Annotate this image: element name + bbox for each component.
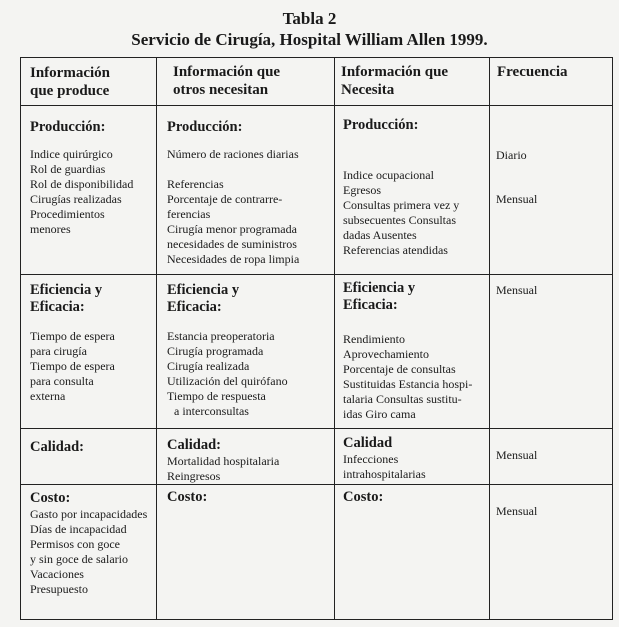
list-item: Tiempo de espera <box>30 329 115 343</box>
produccion-col1 <box>30 119 133 237</box>
list-item: Referencias atendidas <box>343 243 448 257</box>
list-item: Rendimiento <box>343 332 405 346</box>
produccion-freq-mensual: Mensual <box>496 192 538 206</box>
calidad-freq: Mensual <box>496 448 538 462</box>
list-item: Referencias <box>167 177 224 191</box>
section-label: Eficacia: <box>343 297 398 313</box>
list-item: Egresos <box>343 183 381 197</box>
section-label: Eficiencia y <box>343 280 416 296</box>
header-line: otros necesitan <box>173 82 269 98</box>
eficiencia-freq: Mensual <box>496 283 538 297</box>
list-item: Rol de disponibilidad <box>30 177 134 191</box>
list-item: subsecuentes Consultas <box>343 213 456 227</box>
table-title: Tabla 2 <box>282 9 337 28</box>
header-col1 <box>30 64 110 100</box>
list-item: Aprovechamiento <box>343 347 429 361</box>
section-label: Eficacia: <box>167 299 222 315</box>
list-item: Días de incapacidad <box>30 522 127 536</box>
row-divider <box>21 484 612 485</box>
costo-col2-label: Costo: <box>167 489 208 505</box>
list-item: Porcentaje de contrarre- <box>167 192 283 206</box>
list-item: Cirugías realizadas <box>30 192 122 206</box>
list-item: Cirugía programada <box>167 344 264 358</box>
section-label: Calidad <box>343 435 393 451</box>
eficiencia-col3 <box>343 280 472 422</box>
produccion-col2 <box>167 119 299 267</box>
list-item: Estancia preoperatoria <box>167 329 275 343</box>
header-line: Información que <box>173 64 281 80</box>
list-item: Cirugía realizada <box>167 359 250 373</box>
list-item: Tiempo de espera <box>30 359 115 373</box>
list-item: Infecciones <box>343 452 399 466</box>
header-line: Necesita <box>341 82 395 98</box>
list-item: idas Giro cama <box>343 407 416 421</box>
list-item: Porcentaje de consultas <box>343 362 456 376</box>
calidad-col2 <box>167 437 279 484</box>
costo-col1 <box>30 490 147 597</box>
list-item: Utilización del quirófano <box>167 374 288 388</box>
section-label: Producción: <box>343 117 419 133</box>
section-label: Eficacia: <box>30 299 85 315</box>
list-item: Presupuesto <box>30 582 88 596</box>
list-item: Mortalidad hospitalaria <box>167 454 280 468</box>
list-item: Consultas primera vez y <box>343 198 460 212</box>
header-line: Información que <box>341 64 449 80</box>
produccion-col3 <box>343 117 459 258</box>
costo-freq: Mensual <box>496 504 538 518</box>
section-label: Eficiencia y <box>167 282 240 298</box>
list-item: Indice ocupacional <box>343 168 434 182</box>
list-item: Necesidades de ropa limpia <box>167 252 300 266</box>
calidad-col1-label: Calidad: <box>30 439 84 455</box>
row-divider <box>21 428 612 429</box>
section-label: Eficiencia y <box>30 282 103 298</box>
section-label: Producción: <box>167 119 243 135</box>
list-item: Procedimientos <box>30 207 105 221</box>
list-item: Gasto por incapacidades <box>30 507 148 521</box>
costo-col3-label: Costo: <box>343 489 384 505</box>
list-item: Cirugía menor programada <box>167 222 297 236</box>
list-item: Vacaciones <box>30 567 84 581</box>
list-item: Tiempo de respuesta <box>167 389 266 403</box>
calidad-col3 <box>343 435 426 482</box>
list-item: para cirugía <box>30 344 87 358</box>
list-item: para consulta <box>30 374 94 388</box>
list-item: externa <box>30 389 66 403</box>
row-divider <box>21 105 612 106</box>
section-label: Calidad: <box>167 437 221 453</box>
produccion-freq-diario: Diario <box>496 148 527 162</box>
row-divider <box>21 274 612 275</box>
eficiencia-col2 <box>167 282 288 419</box>
header-col3 <box>341 63 448 99</box>
list-item: a interconsultas <box>174 404 249 418</box>
list-item: dadas Ausentes <box>343 228 417 242</box>
list-item: Permisos con goce <box>30 537 120 551</box>
list-item: Reingresos <box>167 469 221 483</box>
section-label: Producción: <box>30 119 106 135</box>
header-line: Información <box>30 65 110 81</box>
section-label: Costo: <box>30 490 71 506</box>
list-item: Rol de guardias <box>30 162 106 176</box>
list-item: Sustituidas Estancia hospi- <box>343 377 473 391</box>
header-line: Frecuencia <box>497 64 568 80</box>
column-divider <box>489 58 490 619</box>
header-col2 <box>173 63 280 99</box>
list-item: Indice quirúrgico <box>30 147 113 161</box>
list-item: necesidades de suministros <box>167 237 297 251</box>
list-item: y sin goce de salario <box>30 552 128 566</box>
column-divider <box>334 58 335 619</box>
list-item: intrahospitalarias <box>343 467 426 481</box>
column-divider <box>156 58 157 619</box>
list-item: Número de raciones diarias <box>167 147 299 161</box>
list-item: ferencias <box>167 207 211 221</box>
list-item: talaria Consultas sustitu- <box>343 392 462 406</box>
header-line: que produce <box>30 83 110 99</box>
eficiencia-col1 <box>30 282 115 404</box>
data-table <box>20 57 613 620</box>
list-item: menores <box>30 222 71 236</box>
table-subtitle: Servicio de Cirugía, Hospital William Allen 1999. <box>131 30 488 49</box>
header-col4 <box>497 63 568 81</box>
